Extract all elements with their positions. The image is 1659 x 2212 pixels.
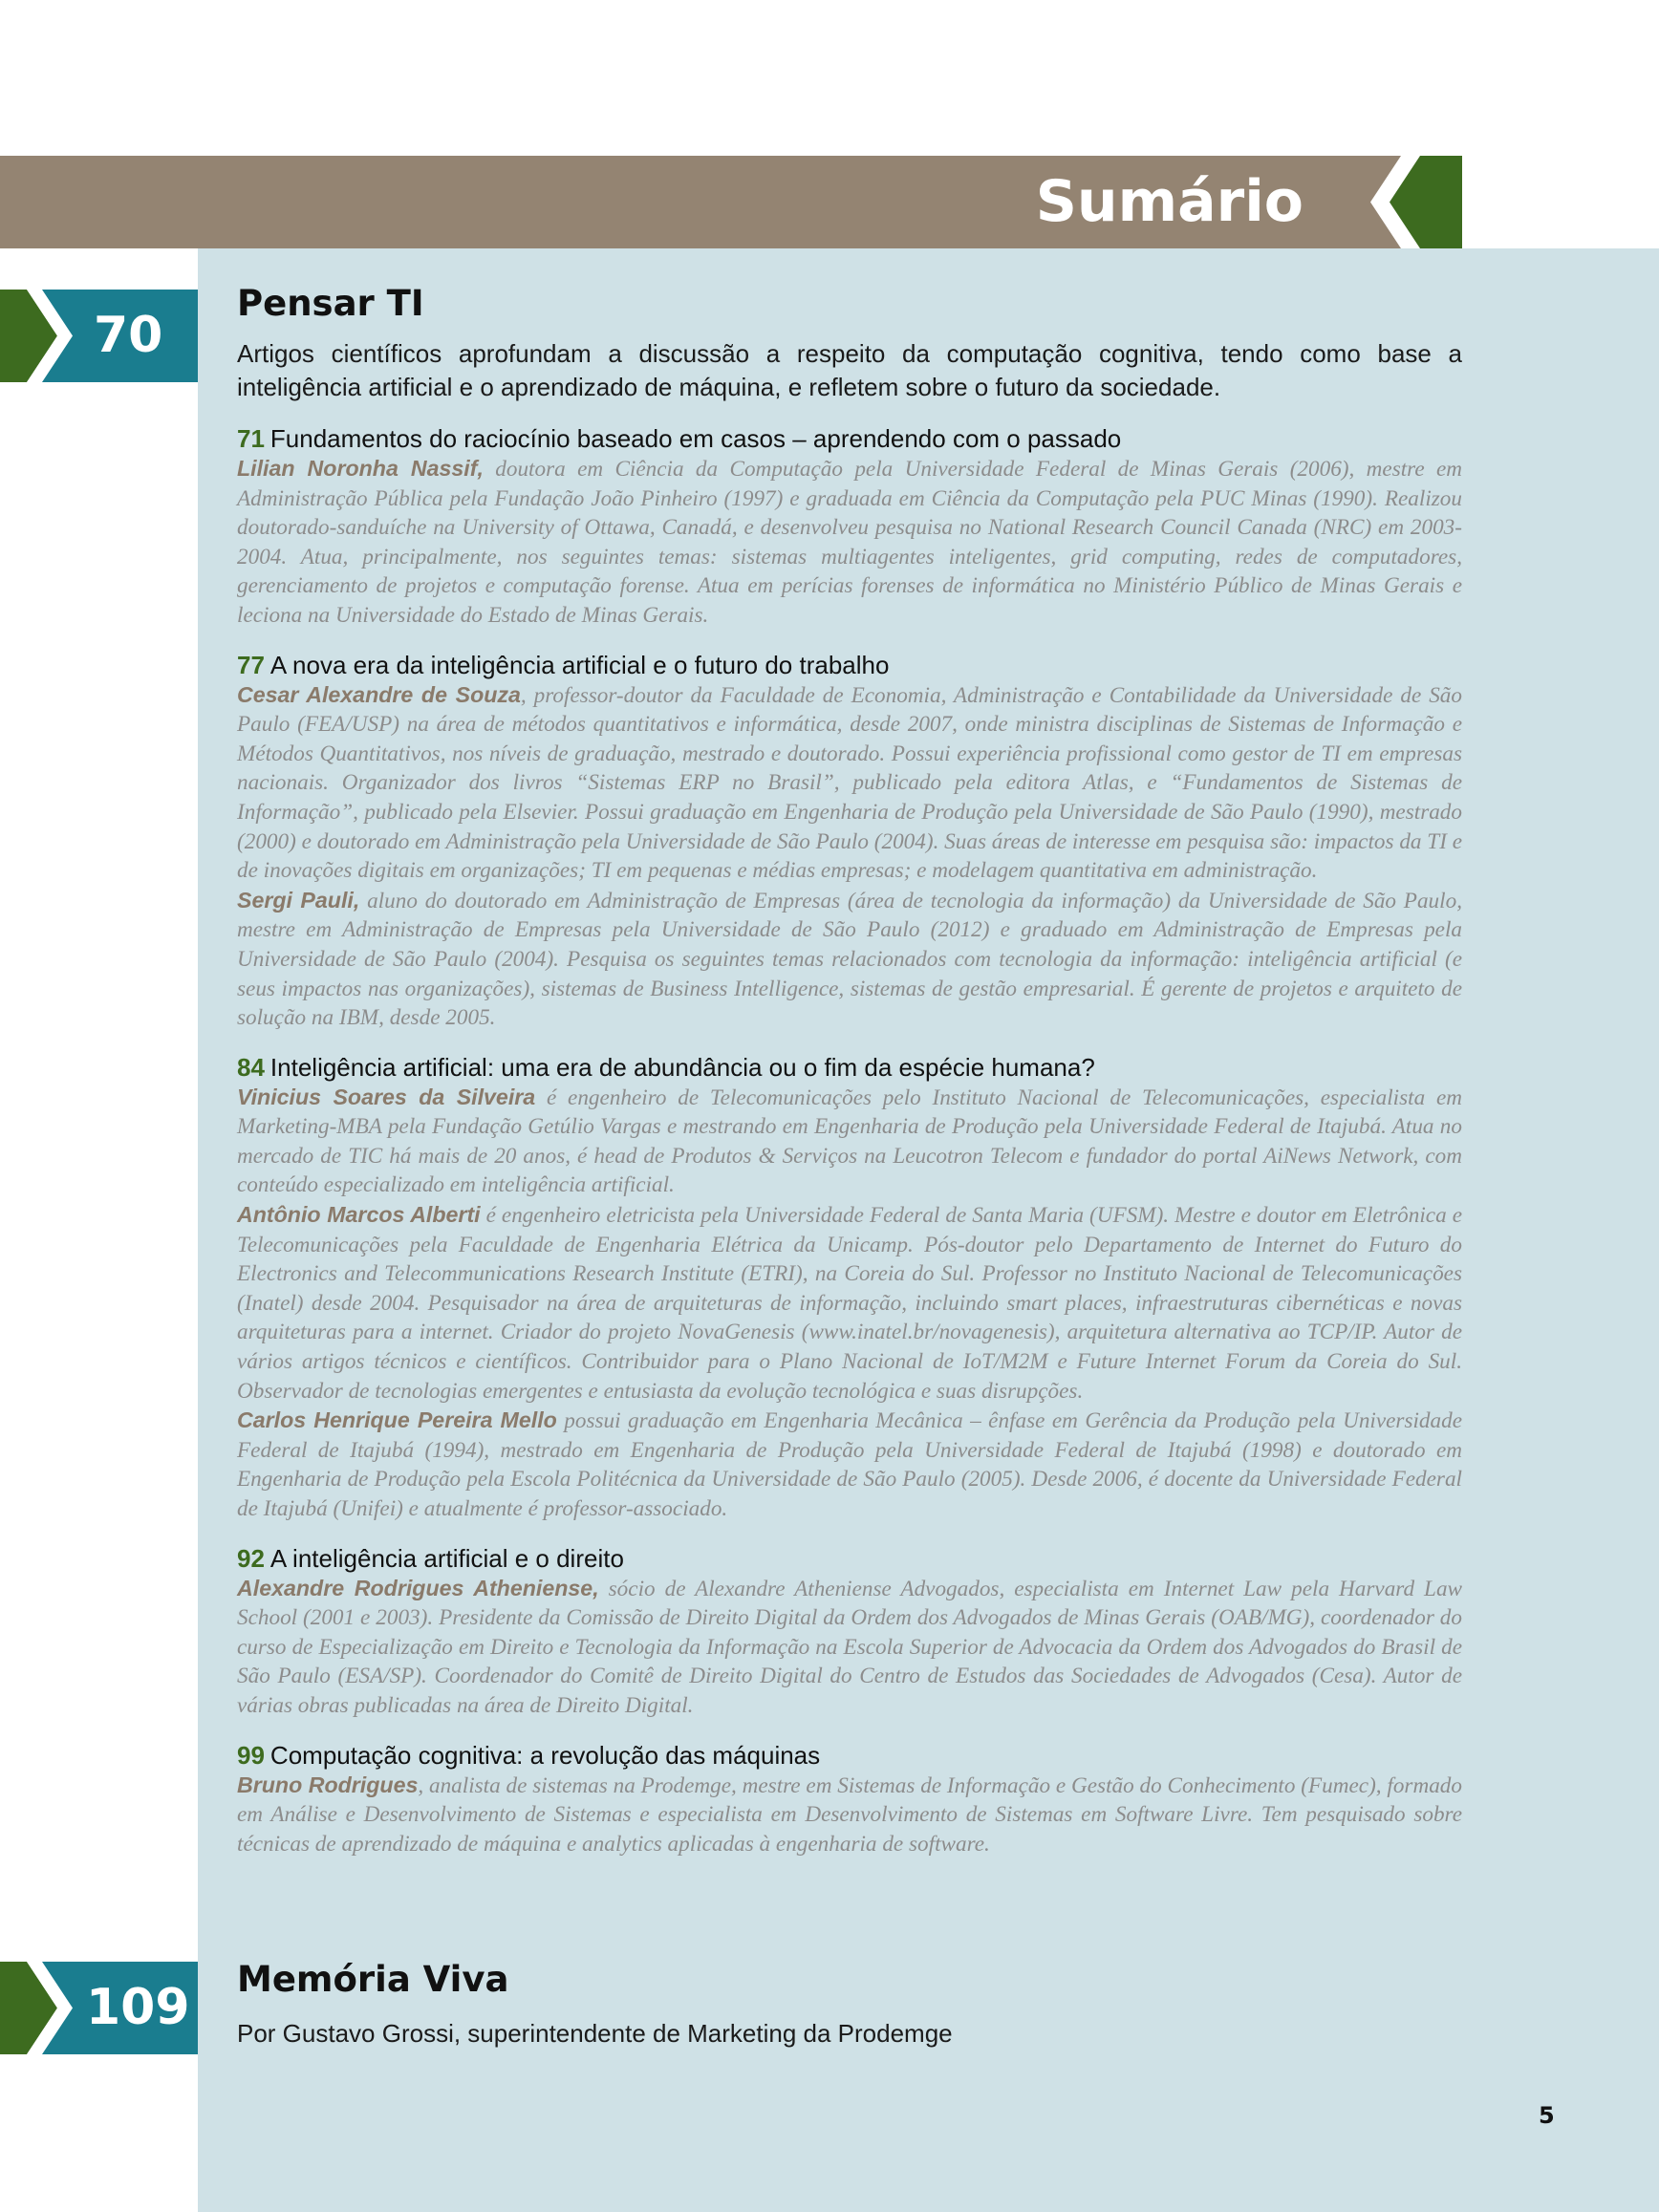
article-title: A nova era da inteligência artificial e o futuro do trabalho [269, 650, 890, 679]
author-bio [237, 454, 1462, 631]
article-page: 84 [237, 1052, 265, 1082]
author-name: Lilian Noronha Nassif, [237, 456, 484, 481]
author-bio-text: , analista de sistemas na Prodemge, mestre em Sistemas de Informação e Gestão do Conhecimento (Fumec), formado em Análise e Desenvolvimento de Sistemas e especialista em Desenvolvimento de Sistemas em Software Livre. Tem pesquisado sobre técnicas de aprendizado de máquina e analytics aplicadas à engenharia de software. [237, 1772, 1462, 1857]
page-title: Sumário [1035, 168, 1304, 235]
article-page: 99 [237, 1740, 265, 1770]
section-title: Memória Viva [237, 1959, 509, 2000]
author-bio [237, 1771, 1462, 1859]
article-page: 77 [237, 650, 265, 679]
author-bio [237, 886, 1462, 1033]
section-title: Pensar TI [237, 283, 424, 324]
article-heading[interactable] [237, 423, 1462, 454]
section-page-number: 109 [86, 1979, 190, 2036]
article-title: Fundamentos do raciocínio baseado em casos – aprendendo com o passado [269, 424, 1122, 453]
author-name: Cesar Alexandre de Souza [237, 681, 521, 707]
page-number: 5 [1539, 2102, 1555, 2129]
section-pensar-ti [237, 283, 1462, 1858]
author-bio-text: , professor-doutor da Faculdade de Economia, Administração e Contabilidade da Universidade de São Paulo (FEA/USP) na área de métodos quantitativos e informática, desde 2007, onde ministra disciplinas de Sistemas de Informação e Métodos Quantitativos, nos níveis de graduação, mestrado e doutorado. Possui experiência profissional como gestor de TI em empresas nacionais. Organizador dos livros “Sistemas ERP no Brasil”, publicado pela editora Atlas, e “Fundamentos de Sistemas de Informação”, publicado pela Elsevier. Possui graduação em Engenharia de Produção pela Universidade de São Paulo (1990), mestrado (2000) e doutorado em Administração pela Universidade de São Paulo (2004). Suas áreas de interesse em pesquisa são: impactos da TI e de inovações digitais em organizações; TI em pequenas e médias empresas; e modelagem quantitativa em administração. [237, 682, 1463, 884]
author-bio-text: possui graduação em Engenharia Mecânica – ênfase em Gerência da Produção pela Universidade Federal de Itajubá (1994), mestrado em Engenharia de Produção pela Universidade Federal de Itajubá (1998) e doutorado em Engenharia de Produção pela Escola Politécnica da Universidade de São Paulo (2005). Desde 2006, é docente da Universidade Federal de Itajubá (Unifei) e atualmente é professor-associado. [237, 1408, 1462, 1521]
author-bio [237, 1574, 1462, 1721]
author-name: Vinicius Soares da Silveira [237, 1084, 536, 1109]
section-intro: Por Gustavo Grossi, superintendente de Marketing da Prodemge [237, 2019, 953, 2048]
article-title: Computação cognitiva: a revolução das máquinas [269, 1740, 821, 1770]
header-chevron-icon [1342, 156, 1462, 248]
author-name: Carlos Henrique Pereira Mello [237, 1407, 557, 1433]
article-item [237, 1052, 1462, 1524]
article-page: 71 [237, 424, 265, 453]
author-bio-text: doutora em Ciência da Computação pela Universidade Federal de Minas Gerais (2006), mestre em Administração Pública pela Fundação João Pinheiro (1997) e graduada em Ciência da Computação pela PUC Minas (1990). Realizou doutorado-sanduíche na University of Ottawa, Canadá, e desenvolveu pesquisa no National Research Council Canada (NRC) em 2003-2004. Atua, principalmente, nos seguintes temas: sistemas multiagentes inteligentes, grid computing, redes de computadores, gerenciamento de projetos e computação forense. Atua em perícias forenses de informática no Ministério Público de Minas Gerais e leciona na Universidade do Estado de Minas Gerais. [237, 457, 1463, 628]
author-name: Antônio Marcos Alberti [237, 1202, 481, 1228]
article-title: A inteligência artificial e o direito [269, 1543, 624, 1573]
section-memoria-viva [237, 1959, 1462, 2051]
article-heading[interactable] [237, 1543, 1462, 1574]
author-bio-text: sócio de Alexandre Atheniense Advogados, especialista em Internet Law pela Harvard Law School (2001 e 2003). Presidente da Comissão de Direito Digital da Ordem dos Advogados de Minas Gerais (OAB/MG), coordenador do curso de Especialização em Direito e Tecnologia da Informação na Escola Superior de Advocacia da Ordem dos Advogados do Brasil de São Paulo (ESA/SP). Coordenador do Comitê de Direito Digital do Centro de Estudos das Sociedades de Advogados (Cesa). Autor de várias obras publicadas na área de Direito Digital. [237, 1576, 1463, 1718]
article-title: Inteligência artificial: uma era de abundância ou o fim da espécie humana? [269, 1052, 1095, 1082]
article-page: 92 [237, 1543, 265, 1573]
author-bio [237, 1200, 1462, 1406]
article-heading[interactable] [237, 1740, 1462, 1771]
article-heading[interactable] [237, 650, 1462, 680]
article-item [237, 1543, 1462, 1721]
author-bio [237, 1406, 1462, 1523]
author-bio-text: aluno do doutorado em Administração de Empresas (área de tecnologia da informação) da Universidade de São Paulo, mestre em Administração de Empresas pela Universidade de São Paulo (2012) e graduado em Administração de Empresas pela Universidade de São Paulo (2004). Pesquisa os seguintes temas relacionados com tecnologia da informação: inteligência artificial (e seus impactos nas organizações), sistemas de Business Intelligence, sistemas de gestão empresarial. É gerente de projetos e arquiteto de solução na IBM, desde 2005. [237, 888, 1462, 1031]
section-page-number: 70 [94, 307, 163, 364]
article-item [237, 650, 1462, 1033]
author-name: Sergi Pauli, [237, 887, 360, 913]
author-name: Bruno Rodrigues [237, 1772, 419, 1797]
article-heading[interactable] [237, 1052, 1462, 1083]
section-intro: Artigos científicos aprofundam a discussão a respeito da computação cognitiva, tendo como base a inteligência artificial e o aprendizado de máquina, e refletem sobre o futuro da sociedade. [237, 339, 1462, 401]
author-bio [237, 1083, 1462, 1200]
article-item [237, 423, 1462, 631]
author-bio-text: é engenheiro de Telecomunicações pelo Instituto Nacional de Telecomunicações, especialista em Marketing-MBA pela Fundação Getúlio Vargas e mestrando em Engenharia de Produção pela Universidade Federal de Itajubá. Atua no mercado de TIC há mais de 20 anos, é head de Produtos & Serviços na Leucotron Telecom e fundador do portal AiNews Network, com conteúdo especializado em inteligência artificial. [237, 1085, 1462, 1198]
author-bio [237, 680, 1462, 886]
article-item [237, 1740, 1462, 1859]
author-bio-text: é engenheiro eletricista pela Universidade Federal de Santa Maria (UFSM). Mestre e doutor em Eletrônica e Telecomunicações pela Faculdade de Engenharia Elétrica da Unicamp. Pós-doutor pelo Departamento de Internet do Futuro do Electronics and Telecommunications Research Institute (ETRI), na Coreia do Sul. Professor no Instituto Nacional de Telecomunicações (Inatel) desde 2004. Pesquisador na área de arquiteturas de informação, incluindo smart places, infraestruturas cibernéticas e novas arquiteturas para a internet. Criador do projeto NovaGenesis (www.inatel.br/novagenesis), arquitetura alternativa ao TCP/IP. Autor de vários artigos técnicos e científicos. Contribuidor para o Plano Nacional de IoT/M2M e Future Internet Forum da Coreia do Sul. Observador de tecnologias emergentes e entusiasta da evolução tecnológica e suas disrupções. [237, 1203, 1462, 1404]
author-name: Alexandre Rodrigues Atheniense, [237, 1575, 599, 1600]
